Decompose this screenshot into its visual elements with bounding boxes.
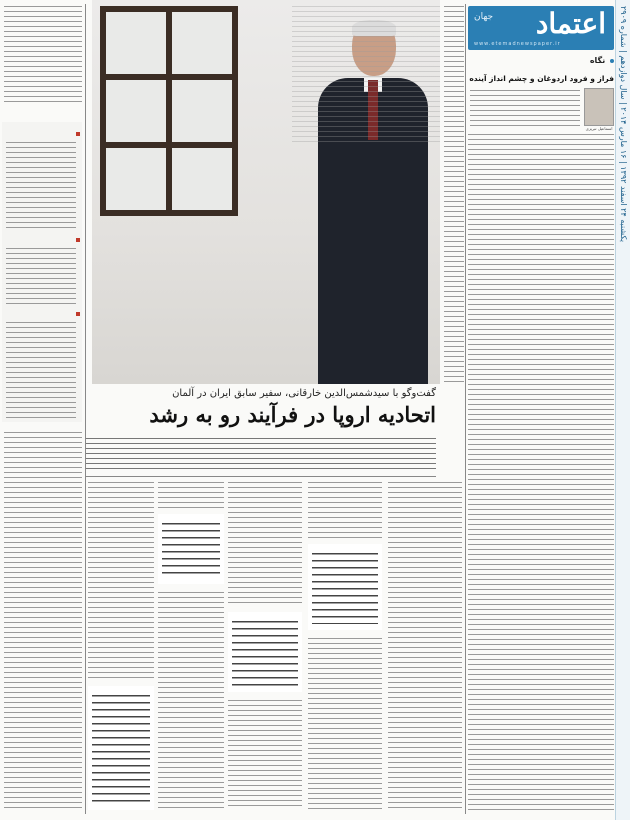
column-text [444,4,464,384]
dateline: یکشنبه ۲۴ اسفند ۱۳۹۲ | ۱۶ مارس ۲۰۱۴ | سال دوازدهم | شماره ۲۹۰۹ [619,6,628,243]
column-text [4,430,82,810]
section-name: جهان [474,12,494,22]
article-subtitle: گفت‌وگو با سیدشمس‌الدین خارقانی، سفیر سابق ایران در آلمان [172,388,436,399]
article-lead [86,436,436,472]
column-text [88,480,154,680]
column-text [308,636,382,810]
newspaper-logo: اعتماد [535,7,606,40]
column-text [292,4,440,144]
author-name: اسماعیل تبریزی [585,126,613,131]
window [100,6,238,216]
pull-quote [228,612,302,692]
column-text [6,320,76,420]
bullet-icon [76,312,80,316]
pull-quote [158,514,224,584]
kicker-label: نگاه [589,56,606,65]
column-text [468,132,614,812]
lead-divider [86,476,436,477]
column-text [228,698,302,810]
column-text [470,88,580,128]
column-text [158,480,224,510]
column-kicker [590,56,614,65]
article-headline: اتحادیه اروپا در فرآیند رو به رشد [149,402,436,427]
column-text [308,480,382,540]
column-text [158,590,224,810]
bullet-icon [76,238,80,242]
website: www.etemadnewspaper.ir [474,41,561,47]
pull-quote [88,686,154,810]
column-text [4,4,82,104]
author-photo [584,88,614,126]
column-text [388,480,462,810]
date-band [615,0,630,820]
column-text [228,480,302,606]
pull-quote [308,544,382,630]
masthead [468,6,614,50]
bullet-icon [610,59,614,63]
column-divider [465,4,466,814]
bullet-icon [76,132,80,136]
column-title: فراز و فرود اردوغان و چشم انداز آینده [469,74,614,83]
column-text [6,140,76,232]
column-text [6,246,76,306]
